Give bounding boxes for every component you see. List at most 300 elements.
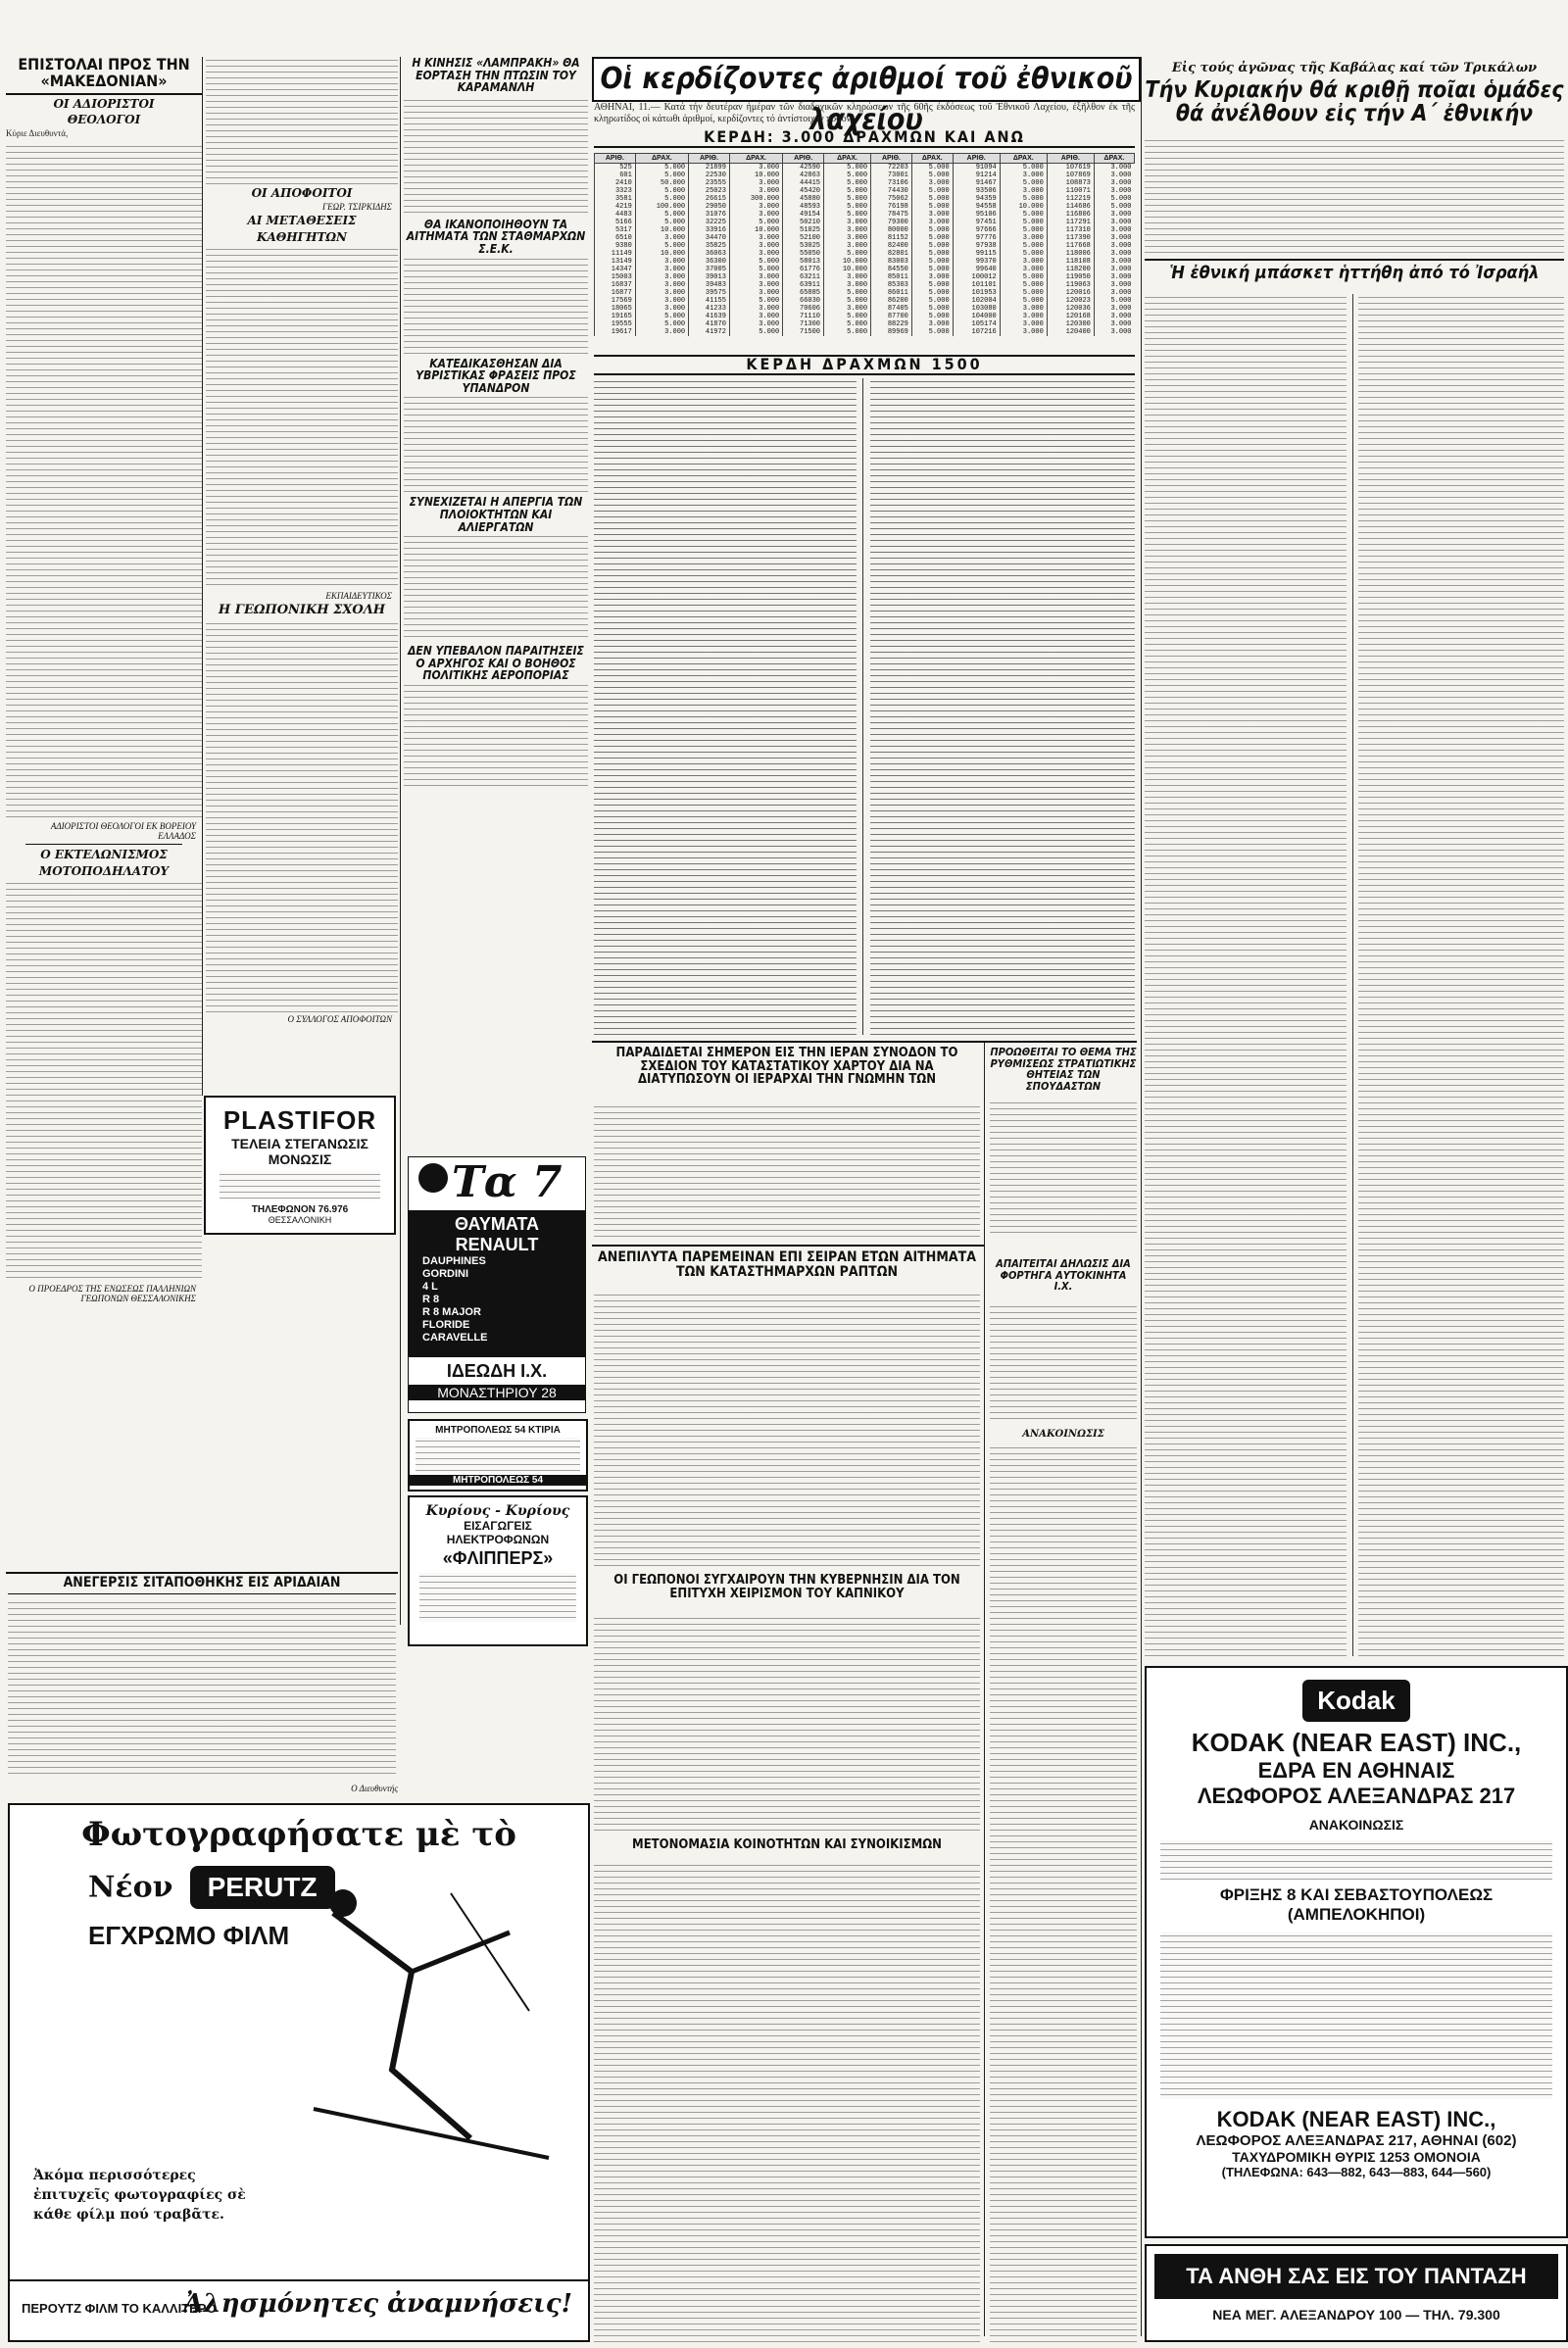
ticket-number: 16877 — [595, 289, 636, 297]
ticket-number: 41639 — [689, 313, 730, 320]
prize-amount: 3.000 — [1000, 305, 1047, 313]
lottery-row — [595, 226, 1135, 234]
lottery-row — [595, 242, 1135, 250]
ticket-number: 73001 — [871, 171, 912, 179]
flowers-brand: ΤΑ ΑΝΘΗ ΣΑΣ ΕΙΣ ΤΟΥ ΠΑΝΤΑΖΗ — [1154, 2254, 1558, 2299]
ticket-number: 79300 — [871, 219, 912, 226]
kodak-lab-1: ΦΡΙΞΗΣ 8 ΚΑΙ ΣΕΒΑΣΤΟΥΠΟΛΕΩΣ — [1219, 1885, 1494, 1904]
ticket-number: 21899 — [689, 164, 730, 172]
prize-amount: 3.000 — [1000, 171, 1047, 179]
letter4-subhead-1: ΑΙ ΜΕΤΑΘΕΣΕΙΣ — [247, 214, 357, 228]
prize-amount: 3.000 — [635, 297, 688, 305]
ticket-number: 41155 — [689, 297, 730, 305]
prize-amount: 3.000 — [729, 273, 782, 281]
ticket-number: 88229 — [871, 320, 912, 328]
column-letters-2 — [206, 57, 398, 1086]
prize-amount: 3.000 — [1000, 328, 1047, 336]
lottery-row — [595, 250, 1135, 258]
prize-amount: 3.000 — [1094, 234, 1134, 242]
kodak-phones: (ΤΗΛΕΦΩΝΑ: 643—882, 643—883, 644—560) — [1221, 2165, 1492, 2179]
prize-amount: 10.000 — [635, 250, 688, 258]
perutz-neon: Νέον — [88, 1870, 173, 1905]
ticket-number: 120016 — [1047, 289, 1094, 297]
ticket-number: 39013 — [689, 273, 730, 281]
ticket-number: 108873 — [1047, 179, 1094, 187]
ticket-number: 17569 — [595, 297, 636, 305]
ticket-number: 65885 — [783, 289, 824, 297]
kodak-lab-2: (ΑΜΠΕΛΟΚΗΠΟΙ) — [1287, 1905, 1426, 1924]
lottery-row — [595, 320, 1135, 328]
lottery-row — [595, 289, 1135, 297]
prize-amount: 5.000 — [1000, 195, 1047, 203]
cars-body — [990, 1303, 1137, 1421]
renault-logo-icon — [418, 1163, 448, 1193]
prize-amount: 5.000 — [824, 289, 871, 297]
ticket-number: 104000 — [953, 313, 1000, 320]
ticket-number: 72203 — [871, 164, 912, 172]
flowers-ad — [1145, 2244, 1568, 2342]
prize-amount: 5.000 — [635, 164, 688, 172]
ticket-number: 119063 — [1047, 281, 1094, 289]
prize-amount: 3.000 — [635, 305, 688, 313]
tobacco-body — [594, 1615, 980, 1833]
prize-amount: 5.000 — [911, 242, 953, 250]
prize-amount: 5.000 — [1000, 273, 1047, 281]
ticket-number: 36063 — [689, 250, 730, 258]
prize-amount: 3.000 — [1000, 187, 1047, 195]
prize-amount: 5.000 — [911, 234, 953, 242]
prize-heading-3000: ΚΕΡΔΗ: 3.000 ΔΡΑΧΜΩΝ ΚΑΙ ΑΝΩ — [594, 129, 1135, 148]
prize-amount: 3.000 — [911, 179, 953, 187]
prize-amount: 10.000 — [824, 266, 871, 273]
pyramis-line-2: ΜΗΤΡΟΠΟΛΕΩΣ 54 — [410, 1475, 586, 1486]
letter5-body — [206, 620, 398, 1012]
prize-amount: 5.000 — [635, 195, 688, 203]
prize-amount: 3.000 — [729, 281, 782, 289]
letter1-subhead-2: ΘΕΟΛΟΓΟΙ — [67, 112, 141, 126]
prize-amount: 5.000 — [824, 211, 871, 219]
ticket-number: 19617 — [595, 328, 636, 336]
letter2-subhead-1: Ο ΕΚΤΕΛΩΝΙΣΜΟΣ — [40, 848, 168, 862]
ticket-number: 97666 — [953, 226, 1000, 234]
prize-amount: 3.000 — [1094, 266, 1134, 273]
rename-headline: ΜΕΤΟΝΟΜΑΣΙΑ ΚΟΙΝΟΤΗΤΩΝ ΚΑΙ ΣΥΝΟΙΚΙΣΜΩΝ — [632, 1837, 942, 1852]
renault-address: ΜΟΝΑΣΤΗΡΙΟΥ 28 — [409, 1385, 585, 1400]
lottery-headline: Οἱ κερδίζοντες ἀριθμοί τοῦ ἐθνικοῦ λαχείου — [600, 62, 1133, 137]
letter5-subhead: Η ΓΕΩΠΟΝΙΚΗ ΣΧΟΛΗ — [218, 603, 386, 618]
prize-amount: 5.000 — [911, 250, 953, 258]
ticket-number: 44415 — [783, 179, 824, 187]
prize-amount: 5.000 — [911, 266, 953, 273]
ticket-number: 118108 — [1047, 258, 1094, 266]
ticket-number: 4219 — [595, 203, 636, 211]
prize-amount: 5.000 — [1000, 281, 1047, 289]
renault-top: Τα 7 — [452, 1157, 563, 1207]
granary-headline: ΑΝΕΓΕΡΣΙΣ ΣΙΤΑΠΟΘΗΚΗΣ ΕΙΣ ΑΡΙΔΑΙΑΝ — [8, 1576, 396, 1594]
prize-amount: 5.000 — [911, 203, 953, 211]
tobacco-headline: ΟΙ ΓΕΩΠΟΝΟΙ ΣΥΓΧΑΙΡΟΥΝ ΤΗΝ ΚΥΒΕΡΝΗΣΙΝ ΔΙΑ ΤΟΝ ΕΠΙΤΥΧΗ ΧΕΙΡΙΣΜΟΝ ΤΟΥ ΚΑΠΝΙΚΟΥ — [613, 1573, 960, 1601]
prize-amount: 5.000 — [824, 164, 871, 172]
lottery-row — [595, 203, 1135, 211]
prize-amount: 5.000 — [824, 171, 871, 179]
kodak-address: ΛΕΩΦΟΡΟΣ ΑΛΕΞΑΝΔΡΑΣ 217 — [1197, 1784, 1516, 1808]
ticket-number: 91094 — [953, 164, 1000, 172]
prize-amount: 5.000 — [1094, 297, 1134, 305]
prize-amount: 3.000 — [1094, 289, 1134, 297]
plastifor-line-2: ΜΟΝΩΣΙΣ — [268, 1151, 332, 1167]
ticket-number: 117668 — [1047, 242, 1094, 250]
lottery-table-header: ΑΡΙΘ. ΔΡΑΧ. ΑΡΙΘ. ΔΡΑΧ. ΑΡΙΘ. ΔΡΑΧ. ΑΡΙΘ. ΔΡΑΧ. ΑΡΙΘ. ΔΡΑΧ. ΑΡΙΘ. ΔΡΑΧ. — [595, 154, 1135, 164]
prize-amount: 5.000 — [911, 297, 953, 305]
renault-model-7: CARAVELLE — [422, 1332, 488, 1344]
lottery-row — [595, 234, 1135, 242]
prize-amount: 5.000 — [1000, 250, 1047, 258]
ticket-number: 49154 — [783, 211, 824, 219]
ticket-number: 71300 — [783, 320, 824, 328]
ticket-number: 53025 — [783, 242, 824, 250]
prize-amount: 5.000 — [1000, 242, 1047, 250]
prize-amount: 5.000 — [635, 320, 688, 328]
prize-amount: 3.000 — [1094, 328, 1134, 336]
prize-amount: 3.000 — [1094, 187, 1134, 195]
perutz-line-1: Φωτογραφήσατε μὲ τὸ — [81, 1815, 516, 1854]
prize-amount: 3.000 — [1094, 305, 1134, 313]
ticket-number: 31076 — [689, 211, 730, 219]
prize-amount: 3.000 — [824, 273, 871, 281]
sports-body — [1145, 137, 1564, 255]
ticket-number: 101953 — [953, 289, 1000, 297]
kodak-notice: ΑΝΑΚΟΙΝΩΣΙΣ — [1308, 1817, 1404, 1833]
ticket-number: 112219 — [1047, 195, 1094, 203]
lottery-row — [595, 266, 1135, 273]
prize-amount: 3.000 — [729, 234, 782, 242]
ticket-number: 107216 — [953, 328, 1000, 336]
ticket-number: 52100 — [783, 234, 824, 242]
kodak-pobox: ΤΑΧΥΔΡΟΜΙΚΗ ΘΥΡΙΣ 1253 ΟΜΟΝΟΙΑ — [1232, 2149, 1481, 2165]
prize-amount: 3.000 — [635, 234, 688, 242]
prize-amount: 3.000 — [729, 250, 782, 258]
lottery-lead: ΑΘΗΝΑΙ, 11.— Κατά τήν δευτέραν ἡμέραν τῶν διαδοχικῶν κληρώσεων τῆς 60ῆς ἐκδόσεως τοῦ Ἐθνικοῦ Λαχείου, ἐξῆλθον ἐκ τῆς κληρωτίδος οἱ κάτωθι ἀριθμοί, κερδίζοντες τό ἀντίστοιχον ποσόν: — [594, 102, 1135, 124]
ticket-number: 15003 — [595, 273, 636, 281]
pyramis-line-1: ΜΗΤΡΟΠΟΛΕΩΣ 54 ΚΤΙΡΙΑ — [435, 1425, 561, 1436]
ticket-number: 51025 — [783, 226, 824, 234]
ticket-number: 85303 — [871, 281, 912, 289]
prize-amount: 5.000 — [911, 258, 953, 266]
prize-amount: 5.000 — [1000, 179, 1047, 187]
letter5-signature: Ο ΣΥΛΛΟΓΟΣ ΑΠΟΦΟΙΤΩΝ — [287, 1013, 392, 1024]
prize-amount: 3.000 — [729, 313, 782, 320]
plastifor-brand: PLASTIFOR — [222, 1105, 377, 1135]
prize-amount: 3.000 — [1094, 273, 1134, 281]
prize-amount: 3.000 — [911, 219, 953, 226]
prize-amount: 3.000 — [824, 281, 871, 289]
lottery-row — [595, 187, 1135, 195]
ticket-number: 117390 — [1047, 234, 1094, 242]
ticket-number: 120168 — [1047, 313, 1094, 320]
prize-amount: 5.000 — [729, 258, 782, 266]
prize-amount: 5.000 — [729, 266, 782, 273]
ticket-number: 63911 — [783, 281, 824, 289]
ticket-number: 5317 — [595, 226, 636, 234]
convicted-headline: ΚΑΤΕΔΙΚΑΣΘΗΣΑΝ ΔΙΑ ΥΒΡΙΣΤΙΚΑΣ ΦΡΑΣΕΙΣ ΠΡΟΣ ΥΠΑΝΔΡΟΝ — [416, 356, 576, 395]
ticket-number: 120300 — [1047, 320, 1094, 328]
ticket-number: 32225 — [689, 219, 730, 226]
ticket-number: 19165 — [595, 313, 636, 320]
renault-brand: RENAULT — [455, 1235, 539, 1254]
ticket-number: 29050 — [689, 203, 730, 211]
ticket-number: 525 — [595, 164, 636, 172]
ticket-number: 74430 — [871, 187, 912, 195]
letter1-salutation: Κύριε Διευθυντά, — [6, 128, 69, 139]
ticket-number: 39483 — [689, 281, 730, 289]
flippers-ad — [408, 1495, 588, 1646]
letter4-subhead-2: ΚΑΘΗΓΗΤΩΝ — [257, 229, 347, 244]
ticket-number: 97938 — [953, 242, 1000, 250]
ticket-number: 48593 — [783, 203, 824, 211]
prize-amount: 5.000 — [1094, 203, 1134, 211]
ticket-number: 89969 — [871, 328, 912, 336]
aviation-headline: ΔΕΝ ΥΠΕΒΑΛΟΝ ΠΑΡΑΙΤΗΣΕΙΣ Ο ΑΡΧΗΓΟΣ ΚΑΙ Ο ΒΟΗΘΟΣ ΠΟΛΙΤΙΚΗΣ ΑΕΡΟΠΟΡΙΑΣ — [408, 644, 584, 683]
prize-amount: 10.000 — [635, 226, 688, 234]
prize-amount: 5.000 — [635, 242, 688, 250]
ticket-number: 120023 — [1047, 297, 1094, 305]
ticket-number: 35825 — [689, 242, 730, 250]
ticket-number: 105174 — [953, 320, 1000, 328]
prize-amount: 3.000 — [1000, 258, 1047, 266]
flowers-address: ΝΕΑ ΜΕΓ. ΑΛΕΞΑΝΔΡΟΥ 100 — ΤΗΛ. 79.300 — [1212, 2307, 1500, 2323]
synod-body — [594, 1103, 980, 1241]
lottery-row — [595, 164, 1135, 172]
prize-amount: 5.000 — [824, 179, 871, 187]
prize-amount: 3.000 — [729, 242, 782, 250]
ticket-number: 120036 — [1047, 305, 1094, 313]
ticket-number: 61776 — [783, 266, 824, 273]
ticket-number: 13149 — [595, 258, 636, 266]
granary-signature: Ο Διευθυντής — [351, 1784, 398, 1793]
prize-amount: 3.000 — [729, 203, 782, 211]
perutz-footer: ΠΕΡΟΥΤΖ ΦΙΛΜ ΤΟ ΚΑΛΛΙΤΕΡΟ — [22, 2301, 217, 2316]
prize-amount: 5.000 — [824, 297, 871, 305]
prize-amount: 3.000 — [729, 320, 782, 328]
lottery-row — [595, 179, 1135, 187]
granary-body — [8, 1599, 396, 1776]
pyramis-ad — [408, 1419, 588, 1492]
prize-amount: 10.000 — [729, 226, 782, 234]
prize-amount: 5.000 — [635, 313, 688, 320]
ticket-number: 110071 — [1047, 187, 1094, 195]
ticket-number: 33916 — [689, 226, 730, 234]
perutz-brand: PERUTZ — [190, 1866, 335, 1909]
letter4-body — [206, 246, 398, 589]
prize-amount: 3.000 — [1000, 234, 1047, 242]
prize-amount: 3.000 — [635, 281, 688, 289]
prize-amount: 5.000 — [824, 313, 871, 320]
lottery-row — [595, 297, 1135, 305]
military-body — [990, 1100, 1137, 1237]
tailors-body — [594, 1292, 980, 1566]
prize-amount: 3.000 — [1094, 171, 1134, 179]
ticket-number: 66030 — [783, 297, 824, 305]
synod-headline: ΠΑΡΑΔΙΔΕΤΑΙ ΣΗΜΕΡΟΝ ΕΙΣ ΤΗΝ ΙΕΡΑΝ ΣΥΝΟΔΟΝ ΤΟ ΣΧΕΔΙΟΝ ΤΟΥ ΚΑΤΑΣΤΑΤΙΚΟΥ ΧΑΡΤΟΥ ΔΙΑ ΝΑ ΔΙΑΤΥΠΩΣΟΥΝ ΟΙ ΙΕΡΑΡΧΑΙ ΤΗΝ ΓΝΩΜΗΝ ΤΩΝ — [615, 1046, 958, 1088]
lottery-table — [594, 153, 1135, 336]
prize-amount: 3.000 — [729, 211, 782, 219]
prize-amount: 3.000 — [1000, 313, 1047, 320]
perutz-slogan: Ἀλησμόνητες ἀναμνήσεις! — [183, 2289, 572, 2319]
ticket-number: 91467 — [953, 179, 1000, 187]
ticket-number: 85011 — [871, 273, 912, 281]
renault-sub: ΘΑΥΜΑΤΑ — [454, 1214, 540, 1234]
ticket-number: 23555 — [689, 179, 730, 187]
lambrakis-headline: Η ΚΙΝΗΣΙΣ «ΛΑΜΠΡΑΚΗ» ΘΑ ΕΟΡΤΑΣΗ ΤΗΝ ΠΤΩΣΙΝ ΤΟΥ ΚΑΡΑΜΑΝΛΗ — [412, 57, 580, 95]
ticket-number: 26615 — [689, 195, 730, 203]
letter3-signature: ΓΕΩΡ. ΤΣΙΡΚΙΔΗΣ — [322, 202, 392, 213]
prize-amount: 3.000 — [824, 242, 871, 250]
prize-amount: 3.000 — [729, 164, 782, 172]
renault-model-6: FLORIDE — [422, 1319, 470, 1331]
ticket-number: 101101 — [953, 281, 1000, 289]
ticket-number: 11149 — [595, 250, 636, 258]
prize-amount: 5.000 — [911, 281, 953, 289]
ticket-number: 5166 — [595, 219, 636, 226]
ticket-number: 118200 — [1047, 266, 1094, 273]
kodak-name: KODAK (NEAR EAST) INC., — [1191, 1728, 1522, 1757]
basket-headline: Ἡ ἐθνική μπάσκετ ἡττήθη ἀπό τό Ἰσραήλ — [1169, 263, 1540, 283]
prize-amount: 5.000 — [824, 250, 871, 258]
ticket-number: 99640 — [953, 266, 1000, 273]
lottery-row — [595, 195, 1135, 203]
ticket-number: 75062 — [871, 195, 912, 203]
prize-amount: 5.000 — [1094, 195, 1134, 203]
prize-amount: 3.000 — [1000, 320, 1047, 328]
ticket-number: 82400 — [871, 242, 912, 250]
ticket-number: 114686 — [1047, 203, 1094, 211]
prize-amount: 5.000 — [729, 219, 782, 226]
prize-amount: 5.000 — [1000, 164, 1047, 172]
letter4-signature: ΕΚΠΑΙΔΕΥΤΙΚΟΣ — [325, 591, 392, 602]
prize-amount: 5.000 — [1000, 219, 1047, 226]
ticket-number: 78475 — [871, 211, 912, 219]
lottery-row — [595, 305, 1135, 313]
prize-amount: 5.000 — [911, 226, 953, 234]
ticket-number: 103080 — [953, 305, 1000, 313]
lottery-row — [595, 219, 1135, 226]
prize-amount: 3.000 — [729, 187, 782, 195]
prize-amount: 100.000 — [635, 203, 688, 211]
ticket-number: 3581 — [595, 195, 636, 203]
renault-dealer: ΙΔΕΩΔΗ Ι.Χ. — [446, 1361, 548, 1381]
letters-headline: ΕΠΙΣΤΟΛΑΙ ΠΡΟΣ ΤΗΝ «ΜΑΚΕΔΟΝΙΑΝ» — [6, 57, 202, 95]
letter3-subhead: ΟΙ ΑΠΟΦΟΙΤΟΙ — [251, 186, 353, 200]
ticket-number: 86011 — [871, 289, 912, 297]
prize-amount: 5.000 — [911, 195, 953, 203]
prize-amount: 5.000 — [635, 219, 688, 226]
ticket-number: 16837 — [595, 281, 636, 289]
letter2-subhead-2: ΜΟΤΟΠΟΔΗΛΑΤΟΥ — [38, 863, 170, 878]
renault-model-5: R 8 MAJOR — [422, 1306, 481, 1318]
lottery-row — [595, 171, 1135, 179]
ticket-number: 120400 — [1047, 328, 1094, 336]
prize-amount: 3.000 — [729, 179, 782, 187]
lottery-row — [595, 273, 1135, 281]
letter1-signature: ΑΔΙΟΡΙΣΤΟΙ ΘΕΟΛΟΓΟΙ ΕΚ ΒΟΡΕΙΟΥ ΕΛΛΑΔΟΣ — [50, 821, 196, 842]
ticket-number: 3323 — [595, 187, 636, 195]
ticket-number: 45880 — [783, 195, 824, 203]
ticket-number: 601 — [595, 171, 636, 179]
plastifor-ad — [204, 1096, 396, 1235]
prize-amount: 3.000 — [1094, 226, 1134, 234]
prize-amount: 3.000 — [1094, 250, 1134, 258]
prize-amount: 3.000 — [635, 266, 688, 273]
renault-model-2: GORDINI — [422, 1268, 469, 1280]
prize-amount: 5.000 — [635, 187, 688, 195]
ticket-number: 6510 — [595, 234, 636, 242]
ticket-number: 94359 — [953, 195, 1000, 203]
prize-amount: 5.000 — [911, 171, 953, 179]
ticket-number: 41972 — [689, 328, 730, 336]
ticket-number: 95106 — [953, 211, 1000, 219]
ticket-number: 97451 — [953, 219, 1000, 226]
ticket-number: 70606 — [783, 305, 824, 313]
prize-amount: 3.000 — [1094, 281, 1134, 289]
prize-amount: 3.000 — [729, 305, 782, 313]
prize-amount: 5.000 — [824, 195, 871, 203]
ticket-number: 14347 — [595, 266, 636, 273]
ticket-number: 71500 — [783, 328, 824, 336]
lottery-1500-numbers — [594, 378, 1135, 1037]
prize-amount: 3.000 — [1094, 258, 1134, 266]
prize-amount: 5.000 — [911, 289, 953, 297]
cars-notice-label: ΑΝΑΚΟΙΝΩΣΙΣ — [1022, 1429, 1104, 1440]
ticket-number: 82801 — [871, 250, 912, 258]
ticket-number: 19555 — [595, 320, 636, 328]
prize-amount: 5.000 — [911, 305, 953, 313]
ticket-number: 58013 — [783, 258, 824, 266]
plastifor-phone: ΤΗΛΕΦΩΝΟΝ 76.976 — [251, 1204, 349, 1215]
lottery-row — [595, 281, 1135, 289]
ticket-number: 42590 — [783, 164, 824, 172]
prize-amount: 3.000 — [1094, 242, 1134, 250]
lottery-row — [595, 328, 1135, 336]
ticket-number: 41233 — [689, 305, 730, 313]
lottery-row — [595, 258, 1135, 266]
kodak-name-2: KODAK (NEAR EAST) INC., — [1216, 2107, 1496, 2131]
ticket-number: 34470 — [689, 234, 730, 242]
ticket-number: 117291 — [1047, 219, 1094, 226]
perutz-line-3: Ἀκόμα περισσότερες ἐπιτυχεῖς φωτογραφίες σὲ κάθε φίλμ πού τραβᾶτε. — [33, 2168, 246, 2223]
prize-amount: 10.000 — [729, 171, 782, 179]
ticket-number: 99115 — [953, 250, 1000, 258]
prize-amount: 5.000 — [1000, 211, 1047, 219]
flippers-line-1: Κυρίους - Κυρίους — [425, 1503, 570, 1519]
prize-amount: 5.000 — [729, 328, 782, 336]
sports-headline: Τήν Κυριακήν θά κριθῇ ποῖαι ὁμάδες θά ἀνέλθουν εἰς τήν Α΄ ἐθνικήν — [1145, 77, 1564, 127]
renault-model-3: 4 L — [422, 1281, 438, 1293]
lottery-row — [595, 211, 1135, 219]
prize-amount: 5.000 — [1000, 289, 1047, 297]
renault-model-1: DAUPHINES — [422, 1255, 486, 1267]
kodak-logo: Kodak — [1302, 1680, 1410, 1722]
ticket-number: 2410 — [595, 179, 636, 187]
kodak-seat: ΕΔΡΑ ΕΝ ΑΘΗΝΑΙΣ — [1257, 1758, 1455, 1783]
prize-amount: 3.000 — [729, 289, 782, 297]
ticket-number: 41870 — [689, 320, 730, 328]
letter1-subhead-1: ΟΙ ΑΔΙΟΡΙΣΤΟΙ — [53, 96, 155, 111]
ticket-number: 55050 — [783, 250, 824, 258]
letter1-body — [6, 143, 202, 819]
basket-body-2 — [1358, 294, 1564, 1656]
prize-heading-1500: ΚΕΡΔΗ ΔΡΑΧΜΩΝ 1500 — [594, 355, 1135, 375]
strike-headline: ΣΥΝΕΧΙΖΕΤΑΙ Η ΑΠΕΡΓΙΑ ΤΩΝ ΠΛΟΙΟΚΤΗΤΩΝ ΚΑΙ ΑΛΙΕΡΓΑΤΩΝ — [409, 495, 583, 534]
